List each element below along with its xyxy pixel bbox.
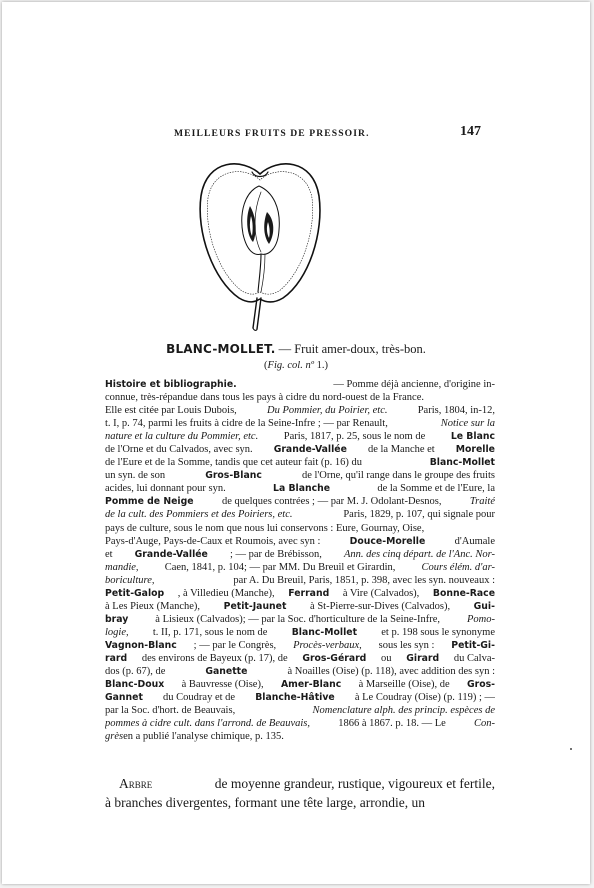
citation-title: Procès-verbaux, [293,639,362,651]
fruit-name: BLANC-MOLLET. [166,342,276,356]
running-title: MEILLEURS FRUITS DE PRESSOIR. [174,128,370,139]
text-run: et p. 198 sous le synonyme [381,626,495,638]
text-line [105,587,495,600]
text-run: Arbre [119,776,153,791]
variety-name: Amer-Blanc [280,679,342,691]
variety-name: bray [105,613,129,625]
text-run: connue, très-répandue dans tous les pays à cidre du nord-ouest de la France. [105,392,424,404]
citation-title: de la cult. des Pommiers et des Poiriers, etc. [105,509,293,521]
variety-name: Gannet [105,692,143,704]
history-paragraph [105,378,495,743]
variety-name: Girard [406,652,440,664]
variety-name: Histoire et bibliographie. [105,379,237,390]
text-run: de l'Eure et de la Somme, tandis que cet auteur fait (p. 16) du [105,457,363,469]
text-run: à Lisieux (Calvados); — par la Soc. d'horticulture de la Seine-Infre, [155,613,440,625]
text-line [105,378,495,391]
text-line [105,691,495,704]
text-run: dos (p. 67), de [105,666,166,678]
text-run: à St-Pierre-sur-Dives (Calvados), [310,600,451,612]
citation-title: Ann. des cinq départ. de l'Anc. Nor- [343,548,495,560]
paper-speck [570,748,572,750]
text-run: pays de culture, sous le nom que nous lui conservons : Eure, Gournay, Oise, [105,522,425,534]
variety-name: Gui- [473,600,495,612]
text-line [105,456,495,469]
variety-name: Petit-Gi- [451,639,495,651]
text-run: Pays-d'Auge, Pays-de-Caux et Roumois, avec syn : [105,535,321,547]
text-line [105,561,495,574]
text-line [105,417,495,430]
text-run: en a publié l'analyse chimique, p. 135. [123,731,284,743]
variety-name: Pomme de Neige [105,496,194,508]
text-run: du Coudray et de [163,692,236,704]
text-line [105,391,495,404]
variety-name: Ganette [205,666,248,678]
variety-name: Blanc-Mollet [429,457,495,469]
text-line [105,508,495,521]
text-run: , à Villedieu (Manche), [177,587,275,599]
fruit-description: — Fruit amer-doux, très-bon. [278,342,426,356]
text-run: ; — par le Congrès, [193,639,277,651]
variety-name: Morelle [455,444,495,456]
text-run: et [105,548,113,560]
text-line [105,774,495,793]
variety-name: La Blanche [273,483,331,495]
variety-name: rard [105,652,128,664]
citation-title: Cours élém. d'ar- [421,561,495,573]
variety-name: Gros-Gérard [302,652,367,664]
page-header [2,124,590,144]
text-line [105,535,495,548]
citation-title: logie, [105,626,129,638]
variety-name: Bonne-Race [432,587,495,599]
variety-name: Blanc-Doux [105,679,165,691]
citation-title: boriculture, [105,574,155,586]
citation-title: Du Pommier, du Poirier, etc. [267,405,388,417]
text-run: sous les syn : [378,639,435,651]
text-run: de l'Orne, qu'il range dans le groupe des fruits [301,470,495,482]
text-run: Paris, 1804, in-12, [417,405,495,417]
citation-title: pommes à cidre cult. dans l'arrond. de Beauvais, [105,718,311,730]
text-line [105,469,495,482]
text-run: à branches divergentes, formant une tête large, arrondie, un [105,795,425,810]
text-run: 1866 à 1867. p. 18. — Le [338,718,446,730]
text-line [105,678,495,691]
variety-name: Douce-Morelle [349,535,426,547]
text-run: t. I, p. 74, parmi les fruits à cidre de la Seine-Infre ; — par Renault, [105,418,388,430]
text-run: par A. Du Breuil, Paris, 1851, p. 398, avec les syn. nouveaux : [233,574,495,586]
citation-title: grès [105,731,124,743]
text-line [105,613,495,626]
variety-name: Vagnon-Blanc [105,639,177,651]
text-line [105,730,495,743]
fig-ref-text: Fig. col. nº [267,360,314,371]
text-run: Elle est citée par Louis Dubois, [105,405,237,417]
citation-title: nature et la culture du Pommier, etc. [105,431,259,443]
text-run: à Marseille (Oise), de [358,679,450,691]
text-run: de la Somme et de l'Eure, la [377,483,495,495]
text-run: de moyenne grandeur, rustique, vigoureux et fertile, [214,776,495,791]
variety-name: Petit-Jaunet [223,600,287,612]
arbre-paragraph [105,774,495,812]
text-run: ou [381,652,392,664]
variety-name: Gros- [466,679,495,691]
citation-title: Con- [474,718,495,730]
fig-ref-close: .) [321,360,328,371]
text-run: de quelques contrées ; — par M. J. Odolant-Desnos, [221,496,442,508]
text-line [105,495,495,508]
text-run: Caen, 1841, p. 104; — par MM. Du Breuil et Girardin, [164,561,396,573]
text-run: Paris, 1817, p. 25, sous le nom de [283,431,426,443]
text-line [105,626,495,639]
text-run: à Les Pieux (Manche), [105,600,201,612]
page-number: 147 [460,124,481,139]
fig-ref-open: ( [264,360,268,371]
fruit-title [2,342,590,357]
variety-name: Petit-Galop [105,587,165,599]
variety-name: Le Blanc [450,431,495,443]
text-line [105,443,495,456]
text-line [105,482,495,495]
text-line [105,430,495,443]
text-line [105,404,495,417]
text-run: Paris, 1829, p. 107, qui signale pour [343,509,495,521]
page-sheet [2,2,590,884]
variety-name: Gros-Blanc [205,470,262,482]
text-line [105,548,495,561]
text-run: un syn. de son [105,470,166,482]
citation-title: mandie, [105,561,139,573]
text-line [105,600,495,613]
variety-name: Grande-Vallée [134,548,208,560]
text-run: du Calva- [453,652,495,664]
citation-title: Nomenclature alph. des princip. espèces de [312,705,495,717]
text-line [105,704,495,717]
text-run: ; — par de Brébisson, [229,548,322,560]
text-run: à Le Coudray (Oise) (p. 119) ; — [354,692,495,704]
text-run: de la Manche et [367,444,435,456]
text-run: — Pomme déjà ancienne, d'origine in- [333,379,495,390]
text-run: d'Aumale [454,535,495,547]
text-run: à Vire (Calvados), [342,587,420,599]
text-run: à Noailles (Oise) (p. 118), avec addition des syn : [287,666,495,678]
text-line [105,639,495,652]
citation-title: Traité [469,496,495,508]
text-run: à Bauvresse (Oise), [181,679,264,691]
text-line [105,793,495,812]
text-run: de l'Orne et du Calvados, avec syn. [105,444,253,456]
text-line [105,574,495,587]
text-line [105,717,495,730]
apple-cross-section-illustration [195,152,325,342]
text-line [105,652,495,665]
variety-name: Blanc-Mollet [291,626,358,638]
figure-reference [2,360,590,371]
text-line [105,665,495,678]
text-run: acides, lui donnant pour syn. [105,483,226,495]
text-run: t. II, p. 171, sous le nom de [152,626,268,638]
text-run: par la Soc. d'hort. de Beauvais, [105,705,236,717]
citation-title: Pomo- [466,613,495,625]
variety-name: Ferrand [288,587,330,599]
text-run: des environs de Bayeux (p. 17), de [141,652,288,664]
text-line [105,522,495,535]
fig-ref-number: 1 [316,360,322,371]
variety-name: Blanche-Hâtive [255,692,335,704]
citation-title: Notice sur la [440,418,495,430]
variety-name: Grande-Vallée [273,444,347,456]
